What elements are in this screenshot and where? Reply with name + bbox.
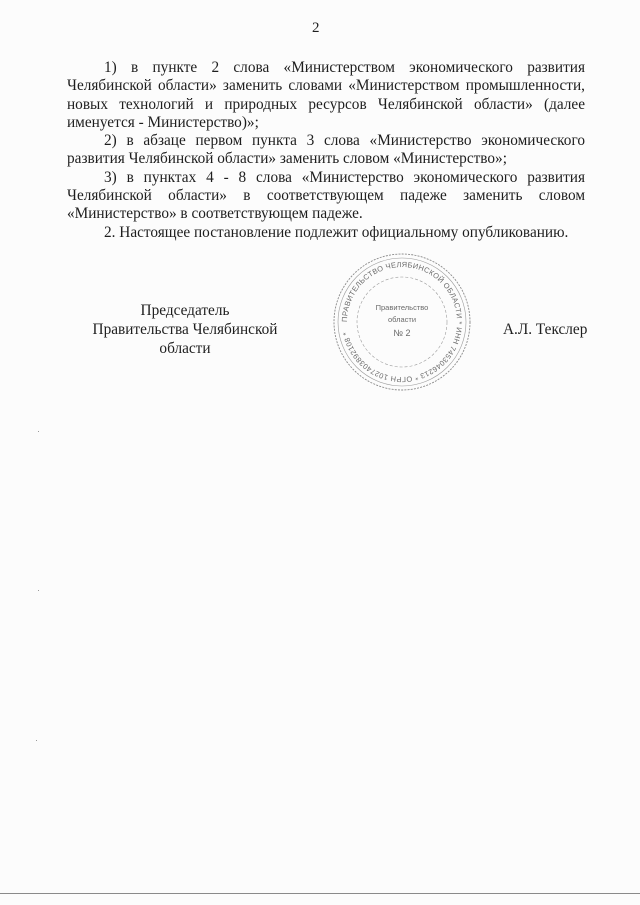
signatory-name: А.Л. Текслер [503,321,588,338]
scan-speck [36,740,37,741]
scan-bottom-edge [0,893,640,894]
page-number: 2 [312,20,320,36]
seal-center-line1: Правительство [375,303,429,312]
official-seal [332,252,472,392]
scan-speck [38,431,39,432]
document-body [67,59,585,242]
signatory-title-line1: Председатель [140,302,230,319]
seal-center-line3: № 2 [393,328,411,338]
paragraph-publication: 2. Настоящее постановление подлежит официальному опубликованию. [104,223,569,241]
signatory-title-line2: Правительства Челябинской области [92,321,278,357]
paragraph-item-1: 1) в пункте 2 слова «Министерством экономического развития Челябинской области» заменить словами «Министерством промышленности, новых технологий и природных ресурсов Челябинской области» (далее именуется - Министерство)»; [67,59,585,131]
signatory-title [67,301,303,358]
seal-center-line2: области [387,315,417,324]
scan-speck [38,590,39,591]
paragraph-item-3: 3) в пунктах 4 - 8 слова «Министерство экономического развития Челябинской области» в соответствующем падеже заменить словом «Министерство» в соответствующем падеже. [67,168,585,223]
seal-outer-text: ПРАВИТЕЛЬСТВО ЧЕЛЯБИНСКОЙ ОБЛАСТИ * ИНН 7453046213 * ОГРН 1027403892108 * [339,259,465,385]
paragraph-item-2: 2) в абзаце первом пункта 3 слова «Министерство экономического развития Челябинской области» заменить словом «Министерство»; [67,132,585,168]
